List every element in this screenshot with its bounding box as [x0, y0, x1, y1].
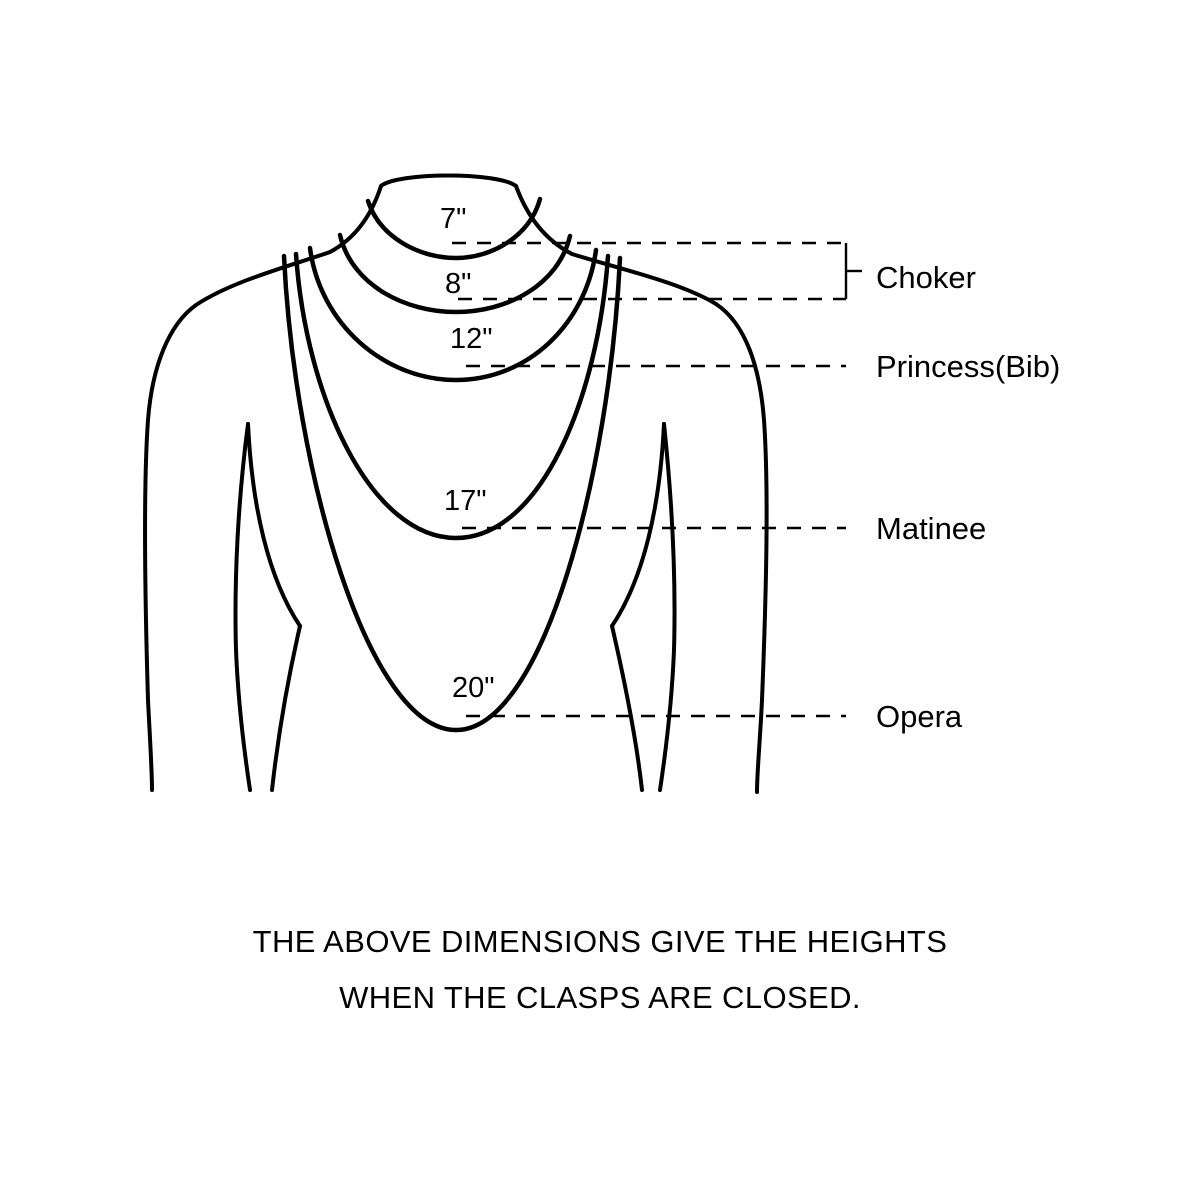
label-8-inch: 8" [445, 268, 472, 300]
right-torso-line [612, 626, 642, 790]
left-bust-line [248, 424, 300, 626]
label-opera: Opera [876, 699, 963, 734]
label-20-inch: 20" [452, 672, 495, 704]
caption-line-2: WHEN THE CLASPS ARE CLOSED. [339, 980, 861, 1015]
caption-line-1: THE ABOVE DIMENSIONS GIVE THE HEIGHTS [252, 924, 948, 959]
measurement-labels [440, 203, 495, 704]
neck-top-line [381, 176, 516, 187]
leader-lines [452, 243, 862, 716]
left-inner-arm-line [236, 424, 251, 790]
neck-left-line [330, 186, 381, 252]
label-choker: Choker [876, 260, 976, 295]
right-inner-arm-line [660, 424, 675, 790]
label-7-inch: 7" [440, 203, 467, 235]
label-matinee: Matinee [876, 511, 987, 546]
left-torso-line [272, 626, 300, 790]
label-12-inch: 12" [450, 323, 493, 355]
style-labels [876, 260, 1060, 734]
caption-block [253, 924, 948, 1015]
label-17-inch: 17" [444, 485, 487, 517]
label-princess-bib: Princess(Bib) [876, 349, 1061, 384]
right-bust-line [612, 424, 664, 626]
